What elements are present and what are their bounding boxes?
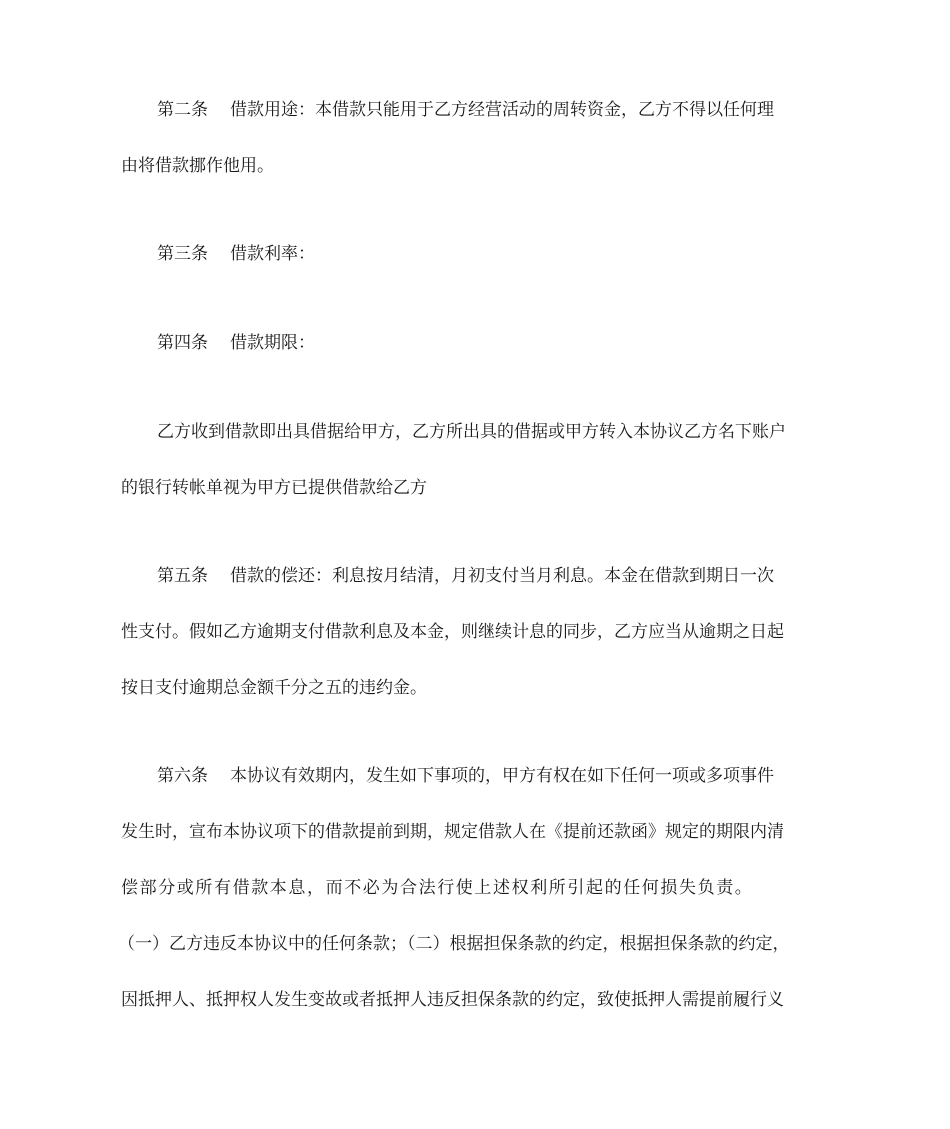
article-4-text: 借款期限： <box>230 333 315 353</box>
article-2-line-2: 由将借款挪作他用。 <box>121 156 274 176</box>
article-6-line-3: 偿部分或所有借款本息，而不必为合法行使上述权利所引起的任何损失负责。 <box>121 878 754 898</box>
article-5-text: 借款的偿还：利息按月结清，月初支付当月利息。本金在借款到期日一次 <box>230 566 774 586</box>
article-2-heading: 第二条 <box>157 100 208 120</box>
article-2-line-1 <box>157 98 841 122</box>
article-2-text: 借款用途：本借款只能用于乙方经营活动的周转资金，乙方不得以任何理 <box>230 100 774 120</box>
article-6-heading: 第六条 <box>157 766 208 786</box>
article-4-heading: 第四条 <box>157 333 208 353</box>
article-6-line-4: （一）乙方违反本协议中的任何条款；（二）根据担保条款的约定，根据担保条款的约定， <box>118 934 790 954</box>
article-3-heading: 第三条 <box>157 244 208 264</box>
article-6-line-5: 因抵押人、抵押权人发生变故或者抵押人违反担保条款的约定，致使抵押人需提前履行义 <box>121 990 784 1010</box>
article-5-heading: 第五条 <box>157 566 208 586</box>
article-3-line <box>157 242 841 266</box>
article-6-text: 本协议有效期内，发生如下事项的，甲方有权在如下任何一项或多项事件 <box>230 766 774 786</box>
article-3-text: 借款利率： <box>230 244 315 264</box>
receipt-paragraph-line-2: 的银行转帐单视为甲方已提供借款给乙方 <box>121 478 427 498</box>
article-6-line-2: 发生时，宣布本协议项下的借款提前到期，规定借款人在《提前还款函》规定的期限内清 <box>121 822 784 842</box>
receipt-paragraph-line-1: 乙方收到借款即出具借据给甲方，乙方所出具的借据或甲方转入本协议乙方名下账户 <box>157 422 786 442</box>
article-5-line-3: 按日支付逾期总金额千分之五的违约金。 <box>121 678 427 698</box>
article-4-line <box>157 331 841 355</box>
article-6-line-1 <box>157 764 841 788</box>
article-5-line-1 <box>157 564 841 588</box>
article-5-line-2: 性支付。假如乙方逾期支付借款利息及本金，则继续计息的同步，乙方应当从逾期之日起 <box>121 622 784 642</box>
